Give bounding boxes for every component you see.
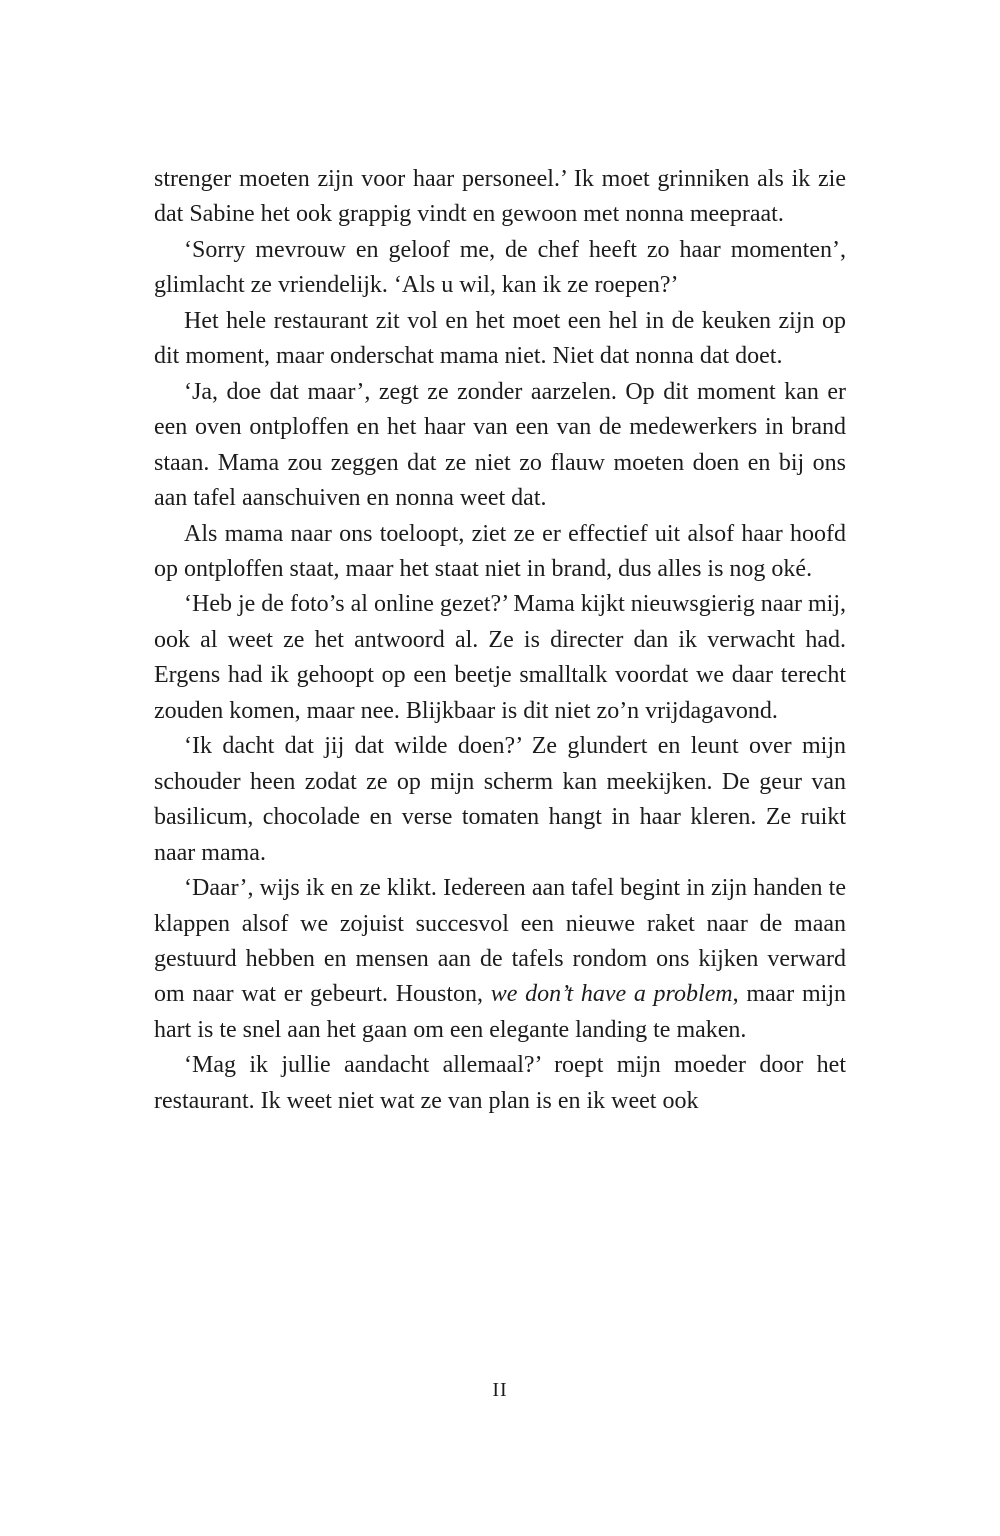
page-number: II [492, 1379, 508, 1401]
paragraph-3-text: Het hele restaurant zit vol en het moet een hel in de keuken zijn op dit moment, maar onderschat mama niet. Niet dat nonna dat doet. [154, 307, 846, 370]
page-body [154, 162, 846, 1119]
paragraph-7-text: ‘Ik dacht dat jij dat wilde doen?’ Ze glundert en leunt over mijn schouder heen zodat ze op mijn scherm kan meekijken. De geur van basilicum, chocolade en verse tomaten hangt in haar kleren. Ze ruikt naar mama. [154, 733, 846, 866]
paragraph-4-text: ‘Ja, doe dat maar’, zegt ze zonder aarzelen. Op dit moment kan er een oven ontploffen en het haar van een van de medewerkers in brand staan. Mama zou zeggen dat ze niet zo flauw moeten doen en bij ons aan tafel aanschuiven en nonna weet dat. [154, 378, 846, 512]
paragraph-9-text: ‘Mag ik jullie aandacht allemaal?’ roept mijn moeder door het restaurant. Ik weet niet wat ze van plan is en ik weet ook [154, 1052, 846, 1114]
paragraph-5 [154, 517, 846, 588]
paragraph-6 [154, 587, 846, 729]
paragraph-4 [154, 375, 846, 517]
paragraph-8-text-a: ‘Daar’, wijs ik en ze klikt. Iedereen aan tafel begint in zijn handen te klappen alsof we zojuist succesvol een nieuwe raket naar de maan gestuurd hebben en mensen aan de tafels rondom ons kijken verward om naar wat er gebeurt. Houston, [154, 875, 846, 1008]
paragraph-1 [154, 162, 846, 233]
paragraph-1-text: strenger moeten zijn voor haar personeel.’ Ik moet grinniken als ik zie dat Sabine het ook grappig vindt en gewoon met nonna meepraat. [154, 166, 846, 228]
paragraph-8 [154, 871, 846, 1048]
paragraph-2-text: ‘Sorry mevrouw en geloof me, de chef heeft zo haar momenten’, glimlacht ze vriendelijk. ‘Als u wil, kan ik ze roepen?’ [154, 236, 846, 299]
paragraph-6-text: ‘Heb je de foto’s al online gezet?’ Mama kijkt nieuwsgierig naar mij, ook al weet ze het antwoord al. Ze is directer dan ik verwacht had. Ergens had ik gehoopt op een beetje smalltalk voordat we daar terecht zouden komen, maar nee. Blijkbaar is dit niet zo’n vrijdagavond. [154, 591, 847, 724]
paragraph-8-text-b: , maar mijn hart is te snel aan het gaan om een elegante landing te maken. [154, 981, 846, 1043]
paragraph-7 [154, 729, 846, 871]
paragraph-8-italic-phrase: we don’t have a problem [490, 981, 733, 1008]
paragraph-3 [154, 304, 846, 375]
paragraph-5-text: Als mama naar ons toeloopt, ziet ze er effectief uit alsof haar hoofd op ontploffen staat, maar het staat niet in brand, dus alles is nog oké. [154, 520, 846, 582]
paragraph-9 [154, 1048, 846, 1119]
paragraph-2 [154, 233, 846, 304]
